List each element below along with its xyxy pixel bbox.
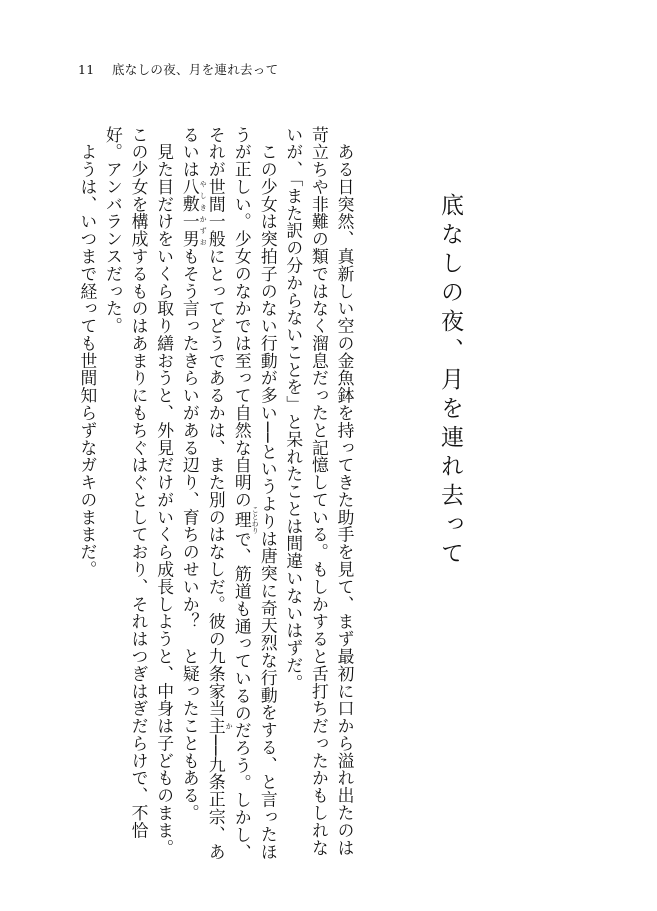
running-header (78, 60, 278, 78)
body-text (67, 126, 357, 861)
ruby-reading: やしきかずお (199, 178, 208, 248)
text-run: この少女は突拍子のない行動が多い──というよりは唐突に奇天烈な行動をする、と言ったほうが正しい。少女のなかでは至って自然な自明の (232, 126, 279, 861)
ruby-annotation (232, 505, 260, 534)
text-run: ようは、いつまで経っても世間知らずなガキのままだ。 (77, 126, 98, 579)
text-run: もそう言ったきらいがある辺り、育ちのせいか？ と疑ったこともある。 (180, 247, 201, 822)
paragraph (280, 126, 357, 861)
ruby-base: 主 (206, 717, 227, 735)
ruby-annotation (180, 178, 208, 248)
ruby-reading: か (225, 717, 234, 735)
ruby-reading: ことわり (251, 505, 260, 534)
running-title: 底なしの夜、月を連れ去って (112, 62, 279, 77)
paragraph (100, 126, 177, 861)
text-run: 見た目だけをいくら取り繕おうと、外見だけがいくら成長しようと、中身は子どものまま。この少女を構成するものはあまりにもちぐはぐとしており、それはつぎはぎだらけで、不恰好。アンバランスだった。 (103, 126, 175, 857)
ruby-base: 理 (232, 505, 253, 534)
ruby-base: 八敷一男 (180, 178, 201, 248)
text-run: で、筋道も通っているのだろう。しかし、それが世間一般にとってどうであるかは、また別のはなしだ。彼の九条家当 (206, 126, 253, 861)
page-number: 11 (78, 62, 95, 77)
chapter-title: 底なしの夜、月を連れ去って (437, 193, 463, 570)
text-run: ある日突然、真新しい空の金魚鉢を持ってきた助手を見て、まず最初に口から溢れ出たのは苛立ちや非難の類ではなく溜息だったと記憶している。もしかすると舌打ちだったかもしれないが、「また訳の分からないことを」と呆れたことは間違いないはずだ。 (283, 126, 355, 857)
text-run: ──九条正宗、あるいは (180, 126, 227, 861)
ruby-annotation (206, 717, 234, 735)
paragraph (177, 126, 281, 861)
paragraph (74, 126, 100, 861)
